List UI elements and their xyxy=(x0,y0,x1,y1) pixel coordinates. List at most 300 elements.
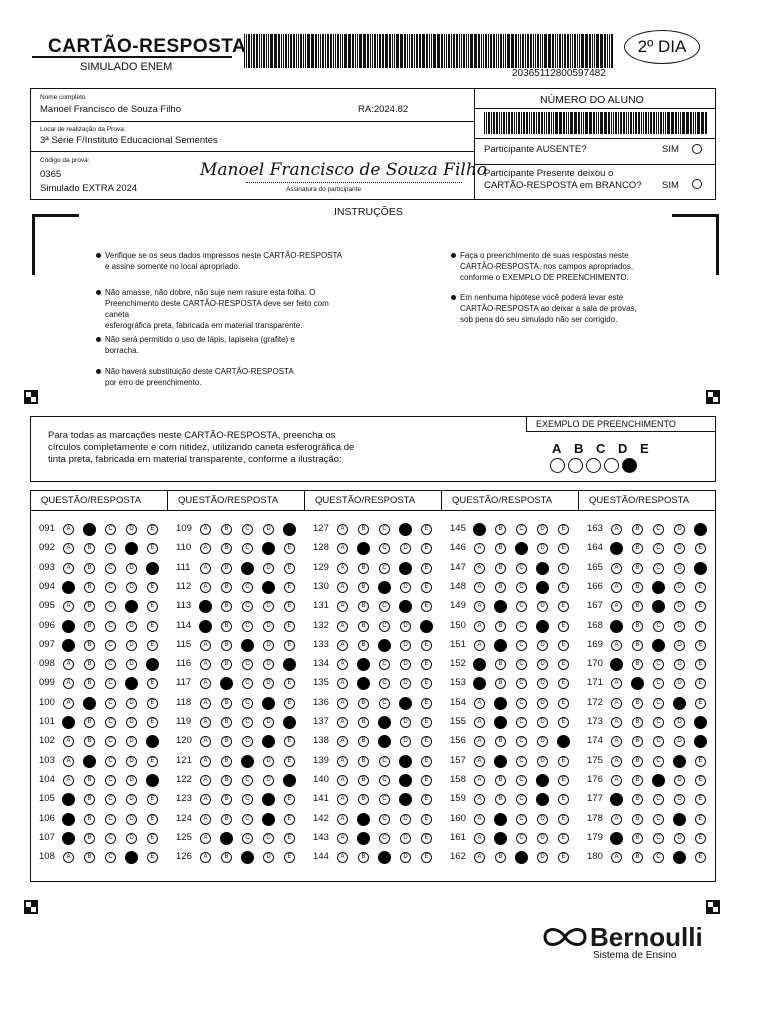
answer-bubble[interactable]: A xyxy=(200,717,211,728)
answer-bubble[interactable]: A xyxy=(337,736,348,747)
answer-bubble[interactable]: C xyxy=(653,717,664,728)
answer-bubble[interactable]: E xyxy=(284,543,295,554)
answer-bubble-filled[interactable] xyxy=(262,697,275,710)
answer-bubble-filled[interactable] xyxy=(536,793,549,806)
answer-bubble[interactable]: B xyxy=(495,524,506,535)
answer-bubble[interactable]: A xyxy=(63,775,74,786)
answer-bubble-filled[interactable] xyxy=(652,774,665,787)
answer-bubble[interactable]: D xyxy=(126,698,137,709)
answer-bubble-filled[interactable] xyxy=(62,581,75,594)
answer-bubble[interactable]: C xyxy=(242,678,253,689)
answer-bubble[interactable]: C xyxy=(105,833,116,844)
answer-bubble[interactable]: A xyxy=(337,698,348,709)
answer-bubble[interactable]: A xyxy=(611,775,622,786)
answer-bubble[interactable]: D xyxy=(674,582,685,593)
answer-bubble[interactable]: A xyxy=(611,582,622,593)
answer-bubble-filled[interactable] xyxy=(473,523,486,536)
answer-bubble-filled[interactable] xyxy=(399,755,412,768)
answer-bubble[interactable]: C xyxy=(105,601,116,612)
answer-bubble-filled[interactable] xyxy=(220,832,233,845)
answer-bubble[interactable]: B xyxy=(358,601,369,612)
answer-bubble[interactable]: A xyxy=(337,775,348,786)
answer-bubble[interactable]: A xyxy=(474,736,485,747)
answer-bubble[interactable]: A xyxy=(474,698,485,709)
answer-bubble[interactable]: E xyxy=(147,756,158,767)
blank-bubble[interactable] xyxy=(692,179,702,189)
answer-bubble[interactable]: B xyxy=(84,775,95,786)
answer-bubble[interactable]: C xyxy=(242,775,253,786)
answer-bubble-filled[interactable] xyxy=(83,755,96,768)
answer-bubble[interactable]: C xyxy=(242,524,253,535)
answer-bubble[interactable]: E xyxy=(421,640,432,651)
answer-bubble[interactable]: C xyxy=(379,621,390,632)
answer-bubble-filled[interactable] xyxy=(673,755,686,768)
answer-bubble[interactable]: D xyxy=(537,833,548,844)
answer-bubble-filled[interactable] xyxy=(125,851,138,864)
answer-bubble[interactable]: D xyxy=(674,563,685,574)
answer-bubble[interactable]: C xyxy=(379,543,390,554)
answer-bubble[interactable]: A xyxy=(337,659,348,670)
answer-bubble[interactable]: C xyxy=(653,543,664,554)
answer-bubble[interactable]: E xyxy=(558,814,569,825)
answer-bubble-filled[interactable] xyxy=(357,658,370,671)
answer-bubble[interactable]: C xyxy=(653,814,664,825)
answer-bubble[interactable]: E xyxy=(147,524,158,535)
answer-bubble[interactable]: B xyxy=(221,814,232,825)
answer-bubble[interactable]: D xyxy=(537,717,548,728)
answer-bubble[interactable]: E xyxy=(147,717,158,728)
answer-bubble-filled[interactable] xyxy=(241,639,254,652)
answer-bubble[interactable]: B xyxy=(221,736,232,747)
answer-bubble[interactable]: C xyxy=(105,640,116,651)
answer-bubble[interactable]: E xyxy=(558,582,569,593)
answer-bubble-filled[interactable] xyxy=(241,851,254,864)
answer-bubble[interactable]: D xyxy=(126,775,137,786)
answer-bubble[interactable]: D xyxy=(263,601,274,612)
answer-bubble[interactable]: A xyxy=(611,601,622,612)
answer-bubble[interactable]: D xyxy=(126,621,137,632)
answer-bubble-filled[interactable] xyxy=(125,542,138,555)
answer-bubble[interactable]: D xyxy=(674,833,685,844)
answer-bubble[interactable]: D xyxy=(263,775,274,786)
answer-bubble[interactable]: B xyxy=(84,852,95,863)
answer-bubble[interactable]: D xyxy=(400,543,411,554)
answer-bubble-filled[interactable] xyxy=(420,620,433,633)
answer-bubble[interactable]: E xyxy=(558,659,569,670)
answer-bubble[interactable]: B xyxy=(632,698,643,709)
answer-bubble[interactable]: A xyxy=(474,852,485,863)
answer-bubble[interactable]: E xyxy=(558,678,569,689)
answer-bubble[interactable]: E xyxy=(558,794,569,805)
answer-bubble-filled[interactable] xyxy=(62,832,75,845)
answer-bubble[interactable]: C xyxy=(516,640,527,651)
answer-bubble[interactable]: A xyxy=(200,852,211,863)
answer-bubble-filled[interactable] xyxy=(399,697,412,710)
answer-bubble[interactable]: B xyxy=(358,563,369,574)
answer-bubble[interactable]: A xyxy=(611,814,622,825)
answer-bubble[interactable]: D xyxy=(263,563,274,574)
answer-bubble[interactable]: A xyxy=(200,640,211,651)
answer-bubble[interactable]: B xyxy=(84,640,95,651)
answer-bubble[interactable]: A xyxy=(200,756,211,767)
answer-bubble[interactable]: B xyxy=(358,794,369,805)
answer-bubble[interactable]: E xyxy=(558,621,569,632)
answer-bubble[interactable]: E xyxy=(558,756,569,767)
answer-bubble[interactable]: E xyxy=(558,852,569,863)
answer-bubble-filled[interactable] xyxy=(83,523,96,536)
answer-bubble[interactable]: A xyxy=(611,852,622,863)
answer-bubble[interactable]: E xyxy=(284,678,295,689)
answer-bubble[interactable]: D xyxy=(263,833,274,844)
answer-bubble[interactable]: D xyxy=(126,794,137,805)
answer-bubble[interactable]: E xyxy=(421,794,432,805)
answer-bubble-filled[interactable] xyxy=(399,562,412,575)
answer-bubble-filled[interactable] xyxy=(62,639,75,652)
answer-bubble[interactable]: D xyxy=(537,524,548,535)
answer-bubble[interactable]: E xyxy=(558,640,569,651)
answer-bubble[interactable]: E xyxy=(695,756,706,767)
answer-bubble[interactable]: C xyxy=(379,601,390,612)
answer-bubble[interactable]: E xyxy=(695,659,706,670)
answer-bubble[interactable]: D xyxy=(537,814,548,825)
answer-bubble-filled[interactable] xyxy=(146,735,159,748)
answer-bubble-filled[interactable] xyxy=(494,832,507,845)
answer-bubble[interactable]: A xyxy=(337,640,348,651)
answer-bubble[interactable]: E xyxy=(695,678,706,689)
answer-bubble[interactable]: C xyxy=(242,814,253,825)
answer-bubble[interactable]: C xyxy=(242,582,253,593)
answer-bubble[interactable]: E xyxy=(147,852,158,863)
answer-bubble[interactable]: E xyxy=(284,621,295,632)
answer-bubble[interactable]: D xyxy=(126,756,137,767)
answer-bubble[interactable]: D xyxy=(126,736,137,747)
answer-bubble[interactable]: B xyxy=(632,775,643,786)
answer-bubble[interactable]: C xyxy=(516,698,527,709)
answer-bubble[interactable]: E xyxy=(147,582,158,593)
answer-bubble[interactable]: B xyxy=(632,640,643,651)
answer-bubble[interactable]: E xyxy=(695,582,706,593)
answer-bubble-filled[interactable] xyxy=(399,793,412,806)
answer-bubble-filled[interactable] xyxy=(199,600,212,613)
answer-bubble-filled[interactable] xyxy=(399,523,412,536)
answer-bubble[interactable]: A xyxy=(474,756,485,767)
answer-bubble-filled[interactable] xyxy=(146,562,159,575)
answer-bubble[interactable]: C xyxy=(379,775,390,786)
answer-bubble-filled[interactable] xyxy=(494,639,507,652)
answer-bubble[interactable]: A xyxy=(474,543,485,554)
answer-bubble-filled[interactable] xyxy=(146,658,159,671)
answer-bubble[interactable]: E xyxy=(558,775,569,786)
answer-bubble[interactable]: D xyxy=(537,736,548,747)
answer-bubble[interactable]: E xyxy=(695,814,706,825)
answer-bubble[interactable]: E xyxy=(558,833,569,844)
answer-bubble[interactable]: A xyxy=(200,775,211,786)
answer-bubble[interactable]: A xyxy=(63,543,74,554)
answer-bubble[interactable]: C xyxy=(516,775,527,786)
answer-bubble-filled[interactable] xyxy=(125,600,138,613)
answer-bubble[interactable]: A xyxy=(474,814,485,825)
answer-bubble-filled[interactable] xyxy=(652,581,665,594)
answer-bubble[interactable]: C xyxy=(105,756,116,767)
answer-bubble[interactable]: A xyxy=(611,756,622,767)
answer-bubble[interactable]: A xyxy=(474,775,485,786)
answer-bubble[interactable]: C xyxy=(516,659,527,670)
answer-bubble[interactable]: E xyxy=(695,794,706,805)
answer-bubble[interactable]: D xyxy=(263,678,274,689)
answer-bubble[interactable]: B xyxy=(221,852,232,863)
answer-bubble[interactable]: A xyxy=(200,814,211,825)
answer-bubble-filled[interactable] xyxy=(494,716,507,729)
answer-bubble[interactable]: C xyxy=(653,794,664,805)
answer-bubble[interactable]: C xyxy=(105,736,116,747)
answer-bubble[interactable]: A xyxy=(611,736,622,747)
answer-bubble-filled[interactable] xyxy=(631,677,644,690)
answer-bubble-filled[interactable] xyxy=(515,542,528,555)
answer-bubble[interactable]: E xyxy=(695,621,706,632)
answer-bubble-filled[interactable] xyxy=(515,851,528,864)
answer-bubble[interactable]: D xyxy=(263,756,274,767)
answer-bubble[interactable]: B xyxy=(221,640,232,651)
answer-bubble[interactable]: E xyxy=(421,717,432,728)
answer-bubble[interactable]: A xyxy=(200,736,211,747)
answer-bubble[interactable]: E xyxy=(421,678,432,689)
answer-bubble[interactable]: E xyxy=(558,698,569,709)
answer-bubble[interactable]: E xyxy=(284,563,295,574)
answer-bubble-filled[interactable] xyxy=(283,658,296,671)
answer-bubble[interactable]: E xyxy=(284,794,295,805)
answer-bubble-filled[interactable] xyxy=(494,697,507,710)
answer-bubble[interactable]: D xyxy=(400,621,411,632)
answer-bubble[interactable]: B xyxy=(221,775,232,786)
answer-bubble-filled[interactable] xyxy=(146,774,159,787)
answer-bubble-filled[interactable] xyxy=(283,523,296,536)
answer-bubble[interactable]: A xyxy=(474,582,485,593)
answer-bubble[interactable]: E xyxy=(284,698,295,709)
answer-bubble[interactable]: D xyxy=(400,717,411,728)
answer-bubble[interactable]: D xyxy=(400,582,411,593)
answer-bubble[interactable]: B xyxy=(221,756,232,767)
answer-bubble[interactable]: D xyxy=(263,852,274,863)
answer-bubble[interactable]: E xyxy=(147,814,158,825)
answer-bubble[interactable]: D xyxy=(400,678,411,689)
answer-bubble-filled[interactable] xyxy=(241,562,254,575)
answer-bubble[interactable]: A xyxy=(337,524,348,535)
answer-bubble-filled[interactable] xyxy=(357,813,370,826)
answer-bubble[interactable]: C xyxy=(516,736,527,747)
answer-bubble[interactable]: C xyxy=(516,563,527,574)
answer-bubble[interactable]: D xyxy=(400,659,411,670)
answer-bubble[interactable]: E xyxy=(421,601,432,612)
answer-bubble[interactable]: D xyxy=(126,833,137,844)
answer-bubble-filled[interactable] xyxy=(610,620,623,633)
answer-bubble[interactable]: B xyxy=(632,736,643,747)
answer-bubble[interactable]: D xyxy=(126,582,137,593)
answer-bubble[interactable]: A xyxy=(200,794,211,805)
answer-bubble[interactable]: A xyxy=(200,659,211,670)
answer-bubble-filled[interactable] xyxy=(262,581,275,594)
answer-bubble[interactable]: E xyxy=(558,717,569,728)
answer-bubble[interactable]: D xyxy=(263,717,274,728)
answer-bubble[interactable]: B xyxy=(221,582,232,593)
answer-bubble[interactable]: C xyxy=(379,698,390,709)
answer-bubble[interactable]: B xyxy=(221,563,232,574)
answer-bubble[interactable]: A xyxy=(63,601,74,612)
answer-bubble[interactable]: E xyxy=(695,601,706,612)
answer-bubble[interactable]: C xyxy=(242,717,253,728)
answer-bubble[interactable]: A xyxy=(474,601,485,612)
answer-bubble[interactable]: B xyxy=(221,794,232,805)
answer-bubble-filled[interactable] xyxy=(536,581,549,594)
answer-bubble[interactable]: A xyxy=(337,678,348,689)
answer-bubble[interactable]: A xyxy=(337,794,348,805)
answer-bubble[interactable]: A xyxy=(63,698,74,709)
answer-bubble[interactable]: B xyxy=(632,794,643,805)
answer-bubble[interactable]: B xyxy=(495,659,506,670)
answer-bubble[interactable]: E xyxy=(147,601,158,612)
answer-bubble[interactable]: E xyxy=(421,524,432,535)
absent-bubble[interactable] xyxy=(692,144,702,154)
answer-bubble[interactable]: C xyxy=(653,563,664,574)
answer-bubble[interactable]: B xyxy=(495,563,506,574)
answer-bubble[interactable]: E xyxy=(147,640,158,651)
answer-bubble[interactable]: D xyxy=(674,717,685,728)
answer-bubble[interactable]: B xyxy=(632,601,643,612)
answer-bubble[interactable]: E xyxy=(421,543,432,554)
answer-bubble[interactable]: A xyxy=(611,524,622,535)
answer-bubble[interactable]: B xyxy=(221,659,232,670)
answer-bubble[interactable]: C xyxy=(516,678,527,689)
answer-bubble[interactable]: E xyxy=(147,678,158,689)
answer-bubble[interactable]: D xyxy=(537,852,548,863)
answer-bubble[interactable]: B xyxy=(632,659,643,670)
answer-bubble[interactable]: E xyxy=(421,775,432,786)
answer-bubble[interactable]: A xyxy=(337,814,348,825)
answer-bubble-filled[interactable] xyxy=(378,716,391,729)
answer-bubble[interactable]: A xyxy=(63,736,74,747)
answer-bubble[interactable]: C xyxy=(653,678,664,689)
answer-bubble-filled[interactable] xyxy=(610,658,623,671)
answer-bubble[interactable]: C xyxy=(105,582,116,593)
answer-bubble[interactable]: C xyxy=(242,601,253,612)
answer-bubble-filled[interactable] xyxy=(473,677,486,690)
answer-bubble[interactable]: C xyxy=(242,543,253,554)
answer-bubble-filled[interactable] xyxy=(652,600,665,613)
answer-bubble[interactable]: E xyxy=(421,659,432,670)
answer-bubble-filled[interactable] xyxy=(125,677,138,690)
answer-bubble[interactable]: D xyxy=(537,756,548,767)
answer-bubble[interactable]: B xyxy=(358,524,369,535)
answer-bubble[interactable]: E xyxy=(284,601,295,612)
answer-bubble-filled[interactable] xyxy=(494,813,507,826)
answer-bubble[interactable]: C xyxy=(105,621,116,632)
answer-bubble-filled[interactable] xyxy=(262,813,275,826)
answer-bubble[interactable]: A xyxy=(63,659,74,670)
answer-bubble[interactable]: A xyxy=(611,563,622,574)
answer-bubble[interactable]: D xyxy=(674,659,685,670)
answer-bubble[interactable]: A xyxy=(63,756,74,767)
answer-bubble[interactable]: C xyxy=(105,814,116,825)
answer-bubble[interactable]: B xyxy=(84,794,95,805)
answer-bubble[interactable]: D xyxy=(126,563,137,574)
answer-bubble[interactable]: C xyxy=(653,524,664,535)
answer-bubble[interactable]: E xyxy=(284,852,295,863)
answer-bubble-filled[interactable] xyxy=(694,735,707,748)
answer-bubble[interactable]: A xyxy=(63,852,74,863)
answer-bubble[interactable]: D xyxy=(400,640,411,651)
answer-bubble[interactable]: D xyxy=(263,524,274,535)
answer-bubble[interactable]: E xyxy=(695,852,706,863)
answer-bubble[interactable]: A xyxy=(337,756,348,767)
answer-bubble[interactable]: C xyxy=(105,717,116,728)
answer-bubble[interactable]: E xyxy=(147,794,158,805)
answer-bubble[interactable]: C xyxy=(379,563,390,574)
answer-bubble-filled[interactable] xyxy=(557,735,570,748)
answer-bubble[interactable]: C xyxy=(105,794,116,805)
answer-bubble[interactable]: C xyxy=(105,524,116,535)
answer-bubble[interactable]: C xyxy=(379,833,390,844)
answer-bubble-filled[interactable] xyxy=(62,793,75,806)
answer-bubble[interactable]: B xyxy=(221,524,232,535)
answer-bubble[interactable]: C xyxy=(653,621,664,632)
answer-bubble[interactable]: E xyxy=(695,640,706,651)
answer-bubble[interactable]: C xyxy=(105,852,116,863)
answer-bubble[interactable]: D xyxy=(674,678,685,689)
answer-bubble[interactable]: D xyxy=(674,601,685,612)
answer-bubble[interactable]: E xyxy=(695,775,706,786)
answer-bubble[interactable]: A xyxy=(200,563,211,574)
answer-bubble[interactable]: D xyxy=(674,736,685,747)
answer-bubble[interactable]: C xyxy=(242,659,253,670)
answer-bubble[interactable]: D xyxy=(263,640,274,651)
answer-bubble[interactable]: C xyxy=(105,775,116,786)
answer-bubble[interactable]: D xyxy=(674,794,685,805)
answer-bubble[interactable]: B xyxy=(632,833,643,844)
answer-bubble[interactable]: B xyxy=(495,852,506,863)
answer-bubble[interactable]: E xyxy=(695,833,706,844)
answer-bubble[interactable]: B xyxy=(632,582,643,593)
answer-bubble[interactable]: D xyxy=(263,621,274,632)
answer-bubble[interactable]: C xyxy=(242,833,253,844)
answer-bubble[interactable]: C xyxy=(379,814,390,825)
answer-bubble[interactable]: E xyxy=(284,640,295,651)
answer-bubble[interactable]: C xyxy=(516,717,527,728)
answer-bubble[interactable]: D xyxy=(537,601,548,612)
answer-bubble-filled[interactable] xyxy=(673,813,686,826)
answer-bubble[interactable]: E xyxy=(558,601,569,612)
answer-bubble[interactable]: A xyxy=(337,621,348,632)
answer-bubble[interactable]: C xyxy=(653,852,664,863)
answer-bubble[interactable]: B xyxy=(84,563,95,574)
answer-bubble-filled[interactable] xyxy=(536,562,549,575)
answer-bubble-filled[interactable] xyxy=(262,735,275,748)
answer-bubble[interactable]: C xyxy=(105,659,116,670)
answer-bubble[interactable]: D xyxy=(400,814,411,825)
answer-bubble[interactable]: B xyxy=(632,756,643,767)
answer-bubble[interactable]: D xyxy=(674,543,685,554)
answer-bubble[interactable]: C xyxy=(105,678,116,689)
answer-bubble-filled[interactable] xyxy=(694,523,707,536)
answer-bubble[interactable]: C xyxy=(379,756,390,767)
answer-bubble[interactable]: E xyxy=(284,756,295,767)
answer-bubble[interactable]: D xyxy=(263,659,274,670)
answer-bubble[interactable]: E xyxy=(421,756,432,767)
answer-bubble[interactable]: A xyxy=(337,852,348,863)
answer-bubble-filled[interactable] xyxy=(610,542,623,555)
answer-bubble[interactable]: A xyxy=(474,794,485,805)
answer-bubble[interactable]: E xyxy=(421,814,432,825)
answer-bubble-filled[interactable] xyxy=(378,735,391,748)
answer-bubble[interactable]: C xyxy=(379,678,390,689)
